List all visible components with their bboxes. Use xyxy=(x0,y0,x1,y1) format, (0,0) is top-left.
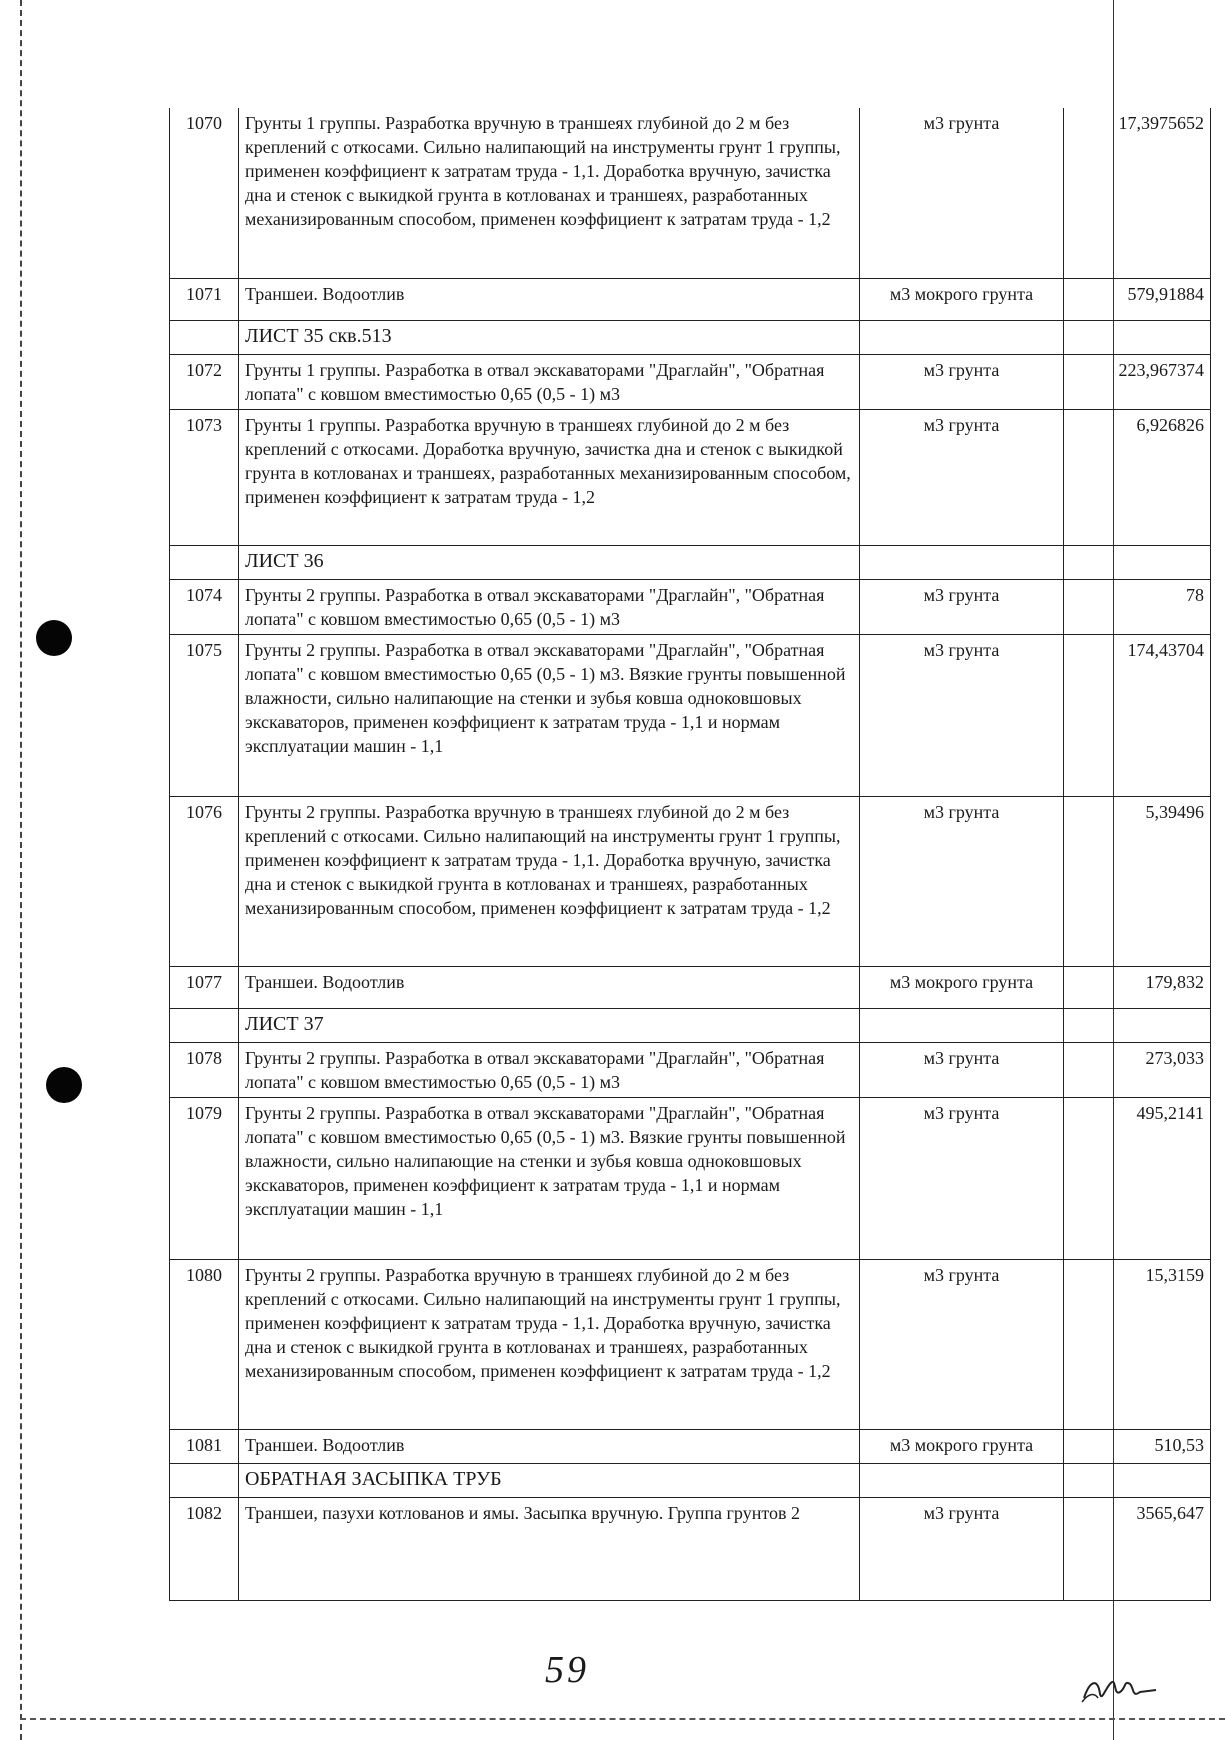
table-row xyxy=(170,796,1211,966)
row-description: Грунты 2 группы. Разработка вручную в траншеях глубиной до 2 м без креплений с откосами. Сильно налипающий на инструменты грунт 1 группы, применен коэффициент к затратам труда - 1,1. Доработка вручную, зачистка дна и стенок с выкидкой грунта в котлованах и траншеях, разработанных механизированным способом, применен коэффициент к затратам труда - 1,2 xyxy=(239,1259,860,1429)
table-row xyxy=(170,108,1211,278)
row-unit: м3 грунта xyxy=(860,1042,1064,1097)
table-row xyxy=(170,1259,1211,1429)
row-number: 1073 xyxy=(170,409,239,545)
row-quantity: 17,3975652 xyxy=(1064,108,1211,278)
row-description: Траншеи. Водоотлив xyxy=(239,966,860,1008)
row-description: Грунты 2 группы. Разработка в отвал экскаваторами "Драглайн", "Обратная лопата" с ковшом вместимостью 0,65 (0,5 - 1) м3. Вязкие грунты повышенной влажности, сильно налипающие на стенки и зубья ковша одноковшовых экскаваторов, применен коэффициент к затратам труда - 1,1 и нормам эксплуатации машин - 1,1 xyxy=(239,1097,860,1259)
row-unit: м3 грунта xyxy=(860,796,1064,966)
table-row xyxy=(170,1497,1211,1600)
table-row xyxy=(170,579,1211,634)
row-number: 1077 xyxy=(170,966,239,1008)
row-unit: м3 грунта xyxy=(860,1097,1064,1259)
section-row xyxy=(170,545,1211,579)
section-title: ЛИСТ 36 xyxy=(239,545,860,579)
row-quantity: 579,91884 xyxy=(1064,278,1211,320)
row-description: Грунты 2 группы. Разработка в отвал экскаваторами "Драглайн", "Обратная лопата" с ковшом вместимостью 0,65 (0,5 - 1) м3 xyxy=(239,1042,860,1097)
table-row xyxy=(170,1042,1211,1097)
row-number: 1082 xyxy=(170,1497,239,1600)
row-description: Траншеи, пазухи котлованов и ямы. Засыпка вручную. Группа грунтов 2 xyxy=(239,1497,860,1600)
row-quantity: 223,967374 xyxy=(1064,354,1211,409)
section-title: ЛИСТ 35 скв.513 xyxy=(239,320,860,354)
row-quantity: 495,2141 xyxy=(1064,1097,1211,1259)
row-number: 1079 xyxy=(170,1097,239,1259)
row-quantity: 15,3159 xyxy=(1064,1259,1211,1429)
row-unit: м3 грунта xyxy=(860,354,1064,409)
row-quantity: 6,926826 xyxy=(1064,409,1211,545)
punch-hole-icon xyxy=(46,1067,82,1103)
row-description: Грунты 1 группы. Разработка вручную в траншеях глубиной до 2 м без креплений с откосами. Доработка вручную, зачистка дна и стенок с выкидкой грунта в котлованах и траншеях, разработанных механизированным способом, применен коэффициент к затратам труда - 1,2 xyxy=(239,409,860,545)
row-quantity: 179,832 xyxy=(1064,966,1211,1008)
row-unit: м3 грунта xyxy=(860,1259,1064,1429)
row-number: 1070 xyxy=(170,108,239,278)
row-number: 1081 xyxy=(170,1429,239,1463)
row-description: Траншеи. Водоотлив xyxy=(239,1429,860,1463)
table-row xyxy=(170,278,1211,320)
table-row xyxy=(170,354,1211,409)
row-description: Грунты 2 группы. Разработка вручную в траншеях глубиной до 2 м без креплений с откосами. Сильно налипающий на инструменты грунт 1 группы, применен коэффициент к затратам труда - 1,1. Доработка вручную, зачистка дна и стенок с выкидкой грунта в котлованах и траншеях, разработанных механизированным способом, применен коэффициент к затратам труда - 1,2 xyxy=(239,796,860,966)
row-quantity: 5,39496 xyxy=(1064,796,1211,966)
row-number: 1071 xyxy=(170,278,239,320)
row-description: Грунты 2 группы. Разработка в отвал экскаваторами "Драглайн", "Обратная лопата" с ковшом вместимостью 0,65 (0,5 - 1) м3 xyxy=(239,579,860,634)
table-row xyxy=(170,1429,1211,1463)
row-unit: м3 мокрого грунта xyxy=(860,966,1064,1008)
row-unit: м3 грунта xyxy=(860,1497,1064,1600)
row-number: 1072 xyxy=(170,354,239,409)
page-number: 59 xyxy=(545,1649,589,1691)
row-description: Грунты 1 группы. Разработка вручную в траншеях глубиной до 2 м без креплений с откосами. Сильно налипающий на инструменты грунт 1 группы, применен коэффициент к затратам труда - 1,1. Доработка вручную, зачистка дна и стенок с выкидкой грунта в котлованах и траншеях, разработанных механизированным способом, применен коэффициент к затратам труда - 1,2 xyxy=(239,108,860,278)
row-unit: м3 мокрого грунта xyxy=(860,278,1064,320)
row-unit: м3 мокрого грунта xyxy=(860,1429,1064,1463)
section-title: ЛИСТ 37 xyxy=(239,1008,860,1042)
scan-left-edge xyxy=(20,0,22,1740)
row-description: Грунты 1 группы. Разработка в отвал экскаваторами "Драглайн", "Обратная лопата" с ковшом вместимостью 0,65 (0,5 - 1) м3 xyxy=(239,354,860,409)
row-quantity: 273,033 xyxy=(1064,1042,1211,1097)
row-description: Грунты 2 группы. Разработка в отвал экскаваторами "Драглайн", "Обратная лопата" с ковшом вместимостью 0,65 (0,5 - 1) м3. Вязкие грунты повышенной влажности, сильно налипающие на стенки и зубья ковша одноковшовых экскаваторов, применен коэффициент к затратам труда - 1,1 и нормам эксплуатации машин - 1,1 xyxy=(239,634,860,796)
table-row xyxy=(170,966,1211,1008)
signature-icon xyxy=(1080,1668,1160,1708)
row-number: 1076 xyxy=(170,796,239,966)
estimate-table xyxy=(169,108,1211,1601)
row-number: 1075 xyxy=(170,634,239,796)
table-row xyxy=(170,409,1211,545)
section-row xyxy=(170,1008,1211,1042)
section-row xyxy=(170,1463,1211,1497)
row-quantity: 78 xyxy=(1064,579,1211,634)
row-number: 1074 xyxy=(170,579,239,634)
row-quantity: 510,53 xyxy=(1064,1429,1211,1463)
table-row xyxy=(170,1097,1211,1259)
row-quantity: 3565,647 xyxy=(1064,1497,1211,1600)
section-title: ОБРАТНАЯ ЗАСЫПКА ТРУБ xyxy=(239,1463,860,1497)
row-unit: м3 грунта xyxy=(860,634,1064,796)
row-description: Траншеи. Водоотлив xyxy=(239,278,860,320)
row-unit: м3 грунта xyxy=(860,409,1064,545)
scan-bottom-edge xyxy=(20,1718,1225,1720)
row-number: 1080 xyxy=(170,1259,239,1429)
row-unit: м3 грунта xyxy=(860,108,1064,278)
section-row xyxy=(170,320,1211,354)
table-row xyxy=(170,634,1211,796)
row-number: 1078 xyxy=(170,1042,239,1097)
punch-hole-icon xyxy=(36,620,72,656)
row-unit: м3 грунта xyxy=(860,579,1064,634)
row-quantity: 174,43704 xyxy=(1064,634,1211,796)
